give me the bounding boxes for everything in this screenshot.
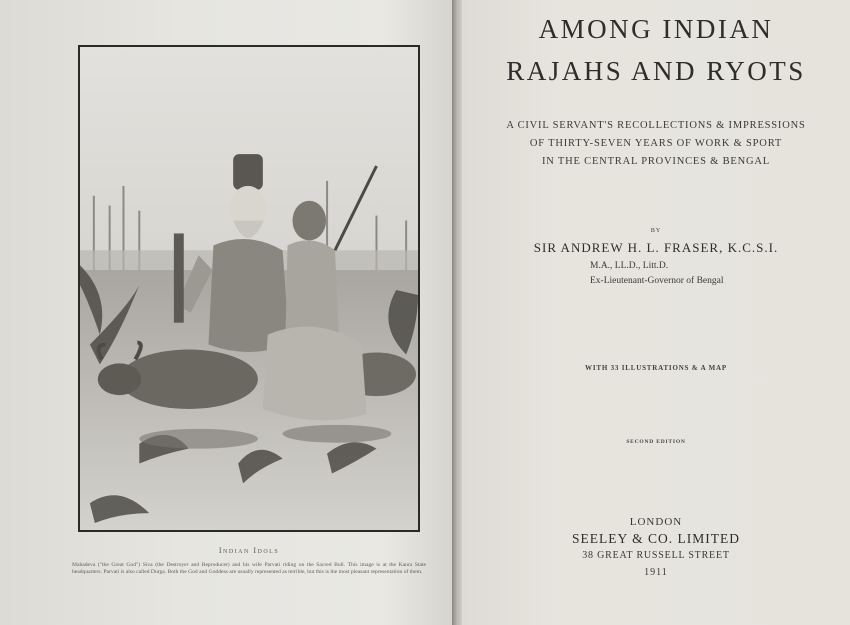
illustrations-note: WITH 33 ILLUSTRATIONS & A MAP <box>585 364 727 372</box>
title-page <box>462 0 850 625</box>
by-label: BY <box>650 228 662 234</box>
publisher-name: SEELEY & CO. LIMITED <box>572 531 740 546</box>
subtitle-line-3: IN THE CENTRAL PROVINCES & BENGAL <box>542 156 770 167</box>
author-degrees: M.A., LL.D., Litt.D. <box>590 261 669 271</box>
publisher-city: LONDON <box>629 516 683 528</box>
book-title-line-1: AMONG INDIAN <box>538 14 774 44</box>
publication-year: 1911 <box>644 567 668 578</box>
book-title-line-2: RAJAHS AND RYOTS <box>506 56 806 86</box>
author-position: Ex-Lieutenant-Governor of Bengal <box>590 276 724 286</box>
subtitle-line-1: A CIVIL SERVANT'S RECOLLECTIONS & IMPRESSIONS <box>506 120 806 131</box>
plate-title: Indian Idols <box>218 546 280 555</box>
idols-photograph <box>80 47 418 530</box>
subtitle-line-2: OF THIRTY-SEVEN YEARS OF WORK & SPORT <box>529 138 783 149</box>
plate-caption: Mahadeva ("the Great God") Siva (the Destroyer and Reproducer) and his wife Parvati riding on the Sacred Bull. This image is at the Kanra State headquarters. Parvati is also called Durga. Both the God and Goddess are usually represented as terrible, but this is the most pleasant representation of them. <box>72 562 426 575</box>
book-gutter <box>452 0 462 625</box>
frontispiece-plate <box>78 45 420 532</box>
edition-note: SECOND EDITION <box>626 439 686 445</box>
author-name: SIR ANDREW H. L. FRASER, K.C.S.I. <box>533 240 779 255</box>
publisher-address: 38 GREAT RUSSELL STREET <box>582 550 730 561</box>
